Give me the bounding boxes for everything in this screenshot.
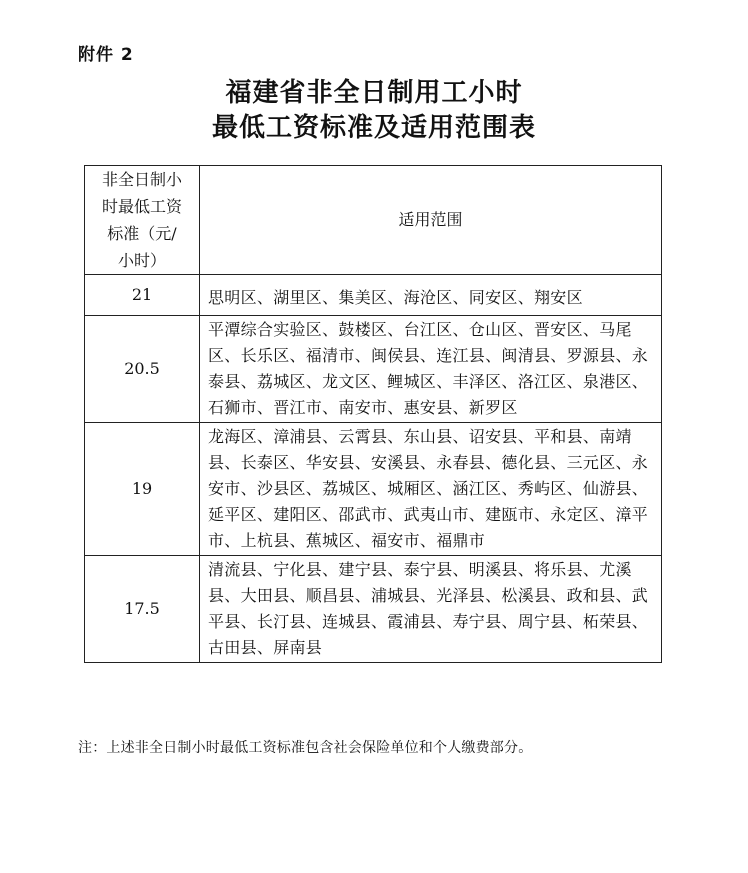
scope-text: 龙海区、漳浦县、云霄县、东山县、诏安县、平和县、南靖县、长泰区、华安县、安溪县、永春县、德化县、三元区、永安市、沙县区、荔城区、城厢区、涵江区、秀屿区、仙游县、延平区、建阳区、邵武市、武夷山市、建瓯市、永定区、漳平市、上杭县、蕉城区、福安市、福鼎市 [208, 427, 649, 550]
standard-cell [85, 316, 200, 423]
scope-cell [200, 275, 662, 316]
header-standard-label: 非全日制小时最低工资标准（元/小时） [101, 170, 182, 270]
scope-text: 思明区、湖里区、集美区、海沧区、同安区、翔安区 [208, 288, 583, 307]
table-row [85, 556, 662, 663]
attachment-label: 附件 2 [78, 45, 134, 65]
document-title-line-1: 福建省非全日制用工小时 [225, 78, 523, 108]
standard-cell [85, 275, 200, 316]
scope-text: 平潭综合实验区、鼓楼区、台江区、仓山区、晋安区、马尾区、长乐区、福清市、闽侯县、连江县、闽清县、罗源县、永泰县、荔城区、龙文区、鲤城区、丰泽区、洛江区、泉港区、石狮市、晋江市、南安市、惠安县、新罗区 [208, 320, 649, 417]
wage-standard-table [84, 165, 662, 663]
scope-cell [200, 316, 662, 423]
table-row [85, 275, 662, 316]
header-standard [85, 166, 200, 275]
standard-value: 20.5 [124, 359, 160, 378]
table-header-row [85, 166, 662, 275]
standard-value: 19 [131, 479, 153, 498]
standard-cell [85, 423, 200, 556]
scope-cell [200, 556, 662, 663]
footnote: 注：上述非全日制小时最低工资标准包含社会保险单位和个人缴费部分。 [78, 740, 533, 756]
document-title-line-2: 最低工资标准及适用范围表 [211, 113, 536, 143]
standard-value: 21 [131, 285, 153, 304]
standard-value: 17.5 [124, 599, 160, 618]
header-scope-label: 适用范围 [398, 210, 463, 229]
table-row [85, 316, 662, 423]
table-row [85, 423, 662, 556]
scope-cell [200, 423, 662, 556]
scope-text: 清流县、宁化县、建宁县、泰宁县、明溪县、将乐县、尤溪县、大田县、顺昌县、浦城县、光泽县、松溪县、政和县、武平县、长汀县、连城县、霞浦县、寿宁县、周宁县、柘荣县、古田县、屏南县 [208, 560, 649, 657]
header-scope [200, 166, 662, 275]
standard-cell [85, 556, 200, 663]
